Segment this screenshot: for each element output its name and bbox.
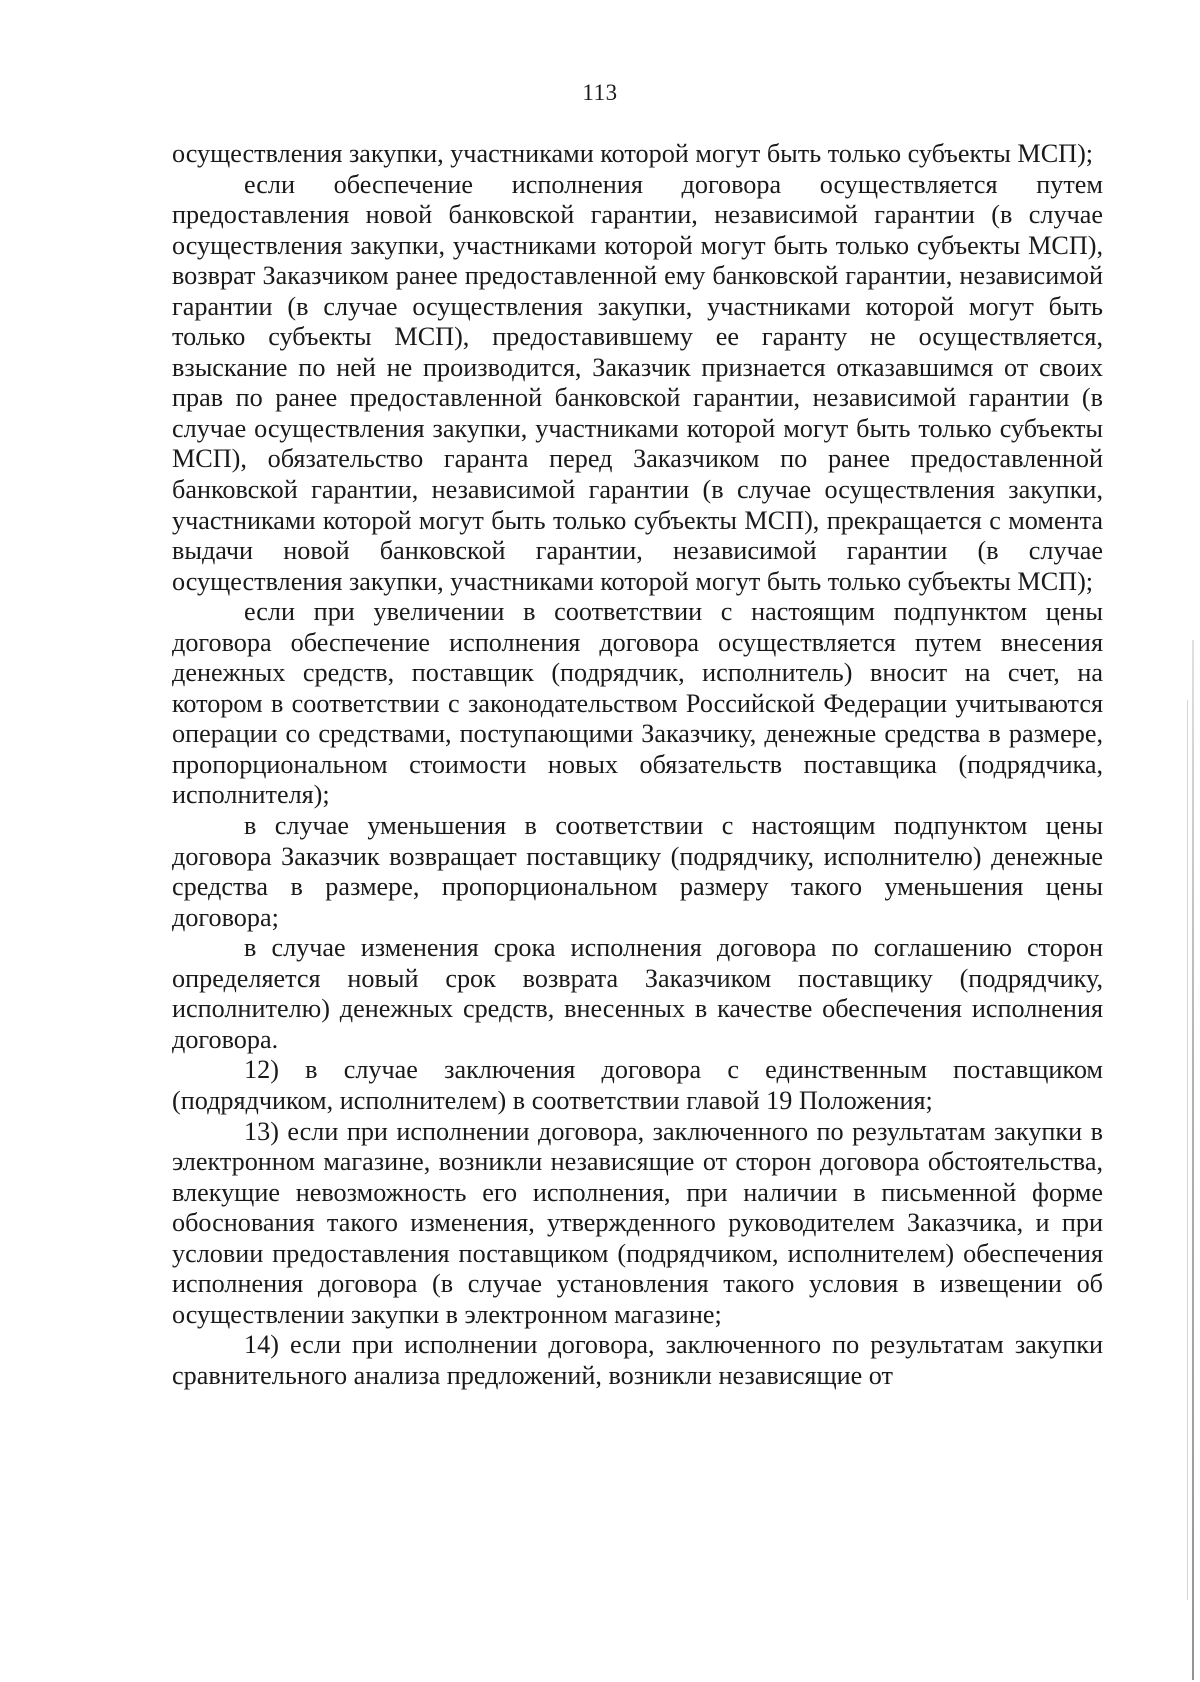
paragraph-bank-guarantee: если обеспечение исполнения договора осуществляется путем предоставления новой банковской гарантии, независимой гарантии (в случае осуществления закупки, участниками которой могут быть только субъекты МСП), возврат Заказчиком ранее предоставленной ему банковской гарантии, независимой гарантии (в случае осуществления закупки, участниками которой могут быть только субъекты МСП), предоставившему ее гаранту не осуществляется, взыскание по ней не производится, Заказчик признается отказавшимся от своих прав по ранее предоставленной банковской гарантии, независимой гарантии (в случае осуществления закупки, участниками которой могут быть только субъекты МСП), обязательство гаранта перед Заказчиком по ранее предоставленной банковской гарантии, независимой гарантии (в случае осуществления закупки, участниками которой могут быть только субъекты МСП), прекращается с момента выдачи новой банковской гарантии, независимой гарантии (в случае осуществления закупки, участниками которой могут быть только субъекты МСП); [172, 169, 1103, 596]
list-item-12: 12) в случае заключения договора с единственным поставщиком (подрядчиком, исполнителем) в соответствии главой 19 Положения; [172, 1055, 1103, 1115]
document-body [172, 139, 1103, 1391]
paragraph-term-change: в случае изменения срока исполнения договора по соглашению сторон определяется новый срок возврата Заказчиком поставщику (подрядчику, исполнителю) денежных средств, внесенных в качестве обеспечения исполнения договора. [172, 933, 1103, 1054]
scan-edge-shadow [1192, 640, 1194, 1680]
paragraph-continuation: осуществления закупки, участниками которой могут быть только субъекты МСП); [172, 139, 1094, 168]
list-item-14: 14) если при исполнении договора, заключенного по результатам закупки сравнительного анализа предложений, возникли независящие от [172, 1330, 1103, 1390]
paragraph-price-decrease: в случае уменьшения в соответствии с настоящим подпунктом цены договора Заказчик возвращает поставщику (подрядчику, исполнителю) денежные средства в размере, пропорциональном размеру такого уменьшения цены договора; [172, 811, 1103, 932]
scan-edge-line [1187, 700, 1188, 1600]
paragraph-price-increase: если при увеличении в соответствии с настоящим подпунктом цены договора обеспечение исполнения договора осуществляется путем внесения денежных средств, поставщик (подрядчик, исполнитель) вносит на счет, на котором в соответствии с законодательством Российской Федерации учитываются операции со средствами, поступающими Заказчику, денежные средства в размере, пропорциональном стоимости новых обязательств поставщика (подрядчика, исполнителя); [172, 597, 1103, 810]
list-item-13: 13) если при исполнении договора, заключенного по результатам закупки в электронном магазине, возникли независящие от сторон договора обстоятельства, влекущие невозможность его исполнения, при наличии в письменной форме обоснования такого изменения, утвержденного руководителем Заказчика, и при условии предоставления поставщиком (подрядчиком, исполнителем) обеспечения исполнения договора (в случае установления такого условия в извещении об осуществлении закупки в электронном магазине; [172, 1116, 1103, 1329]
page-number: 113 [582, 80, 618, 105]
